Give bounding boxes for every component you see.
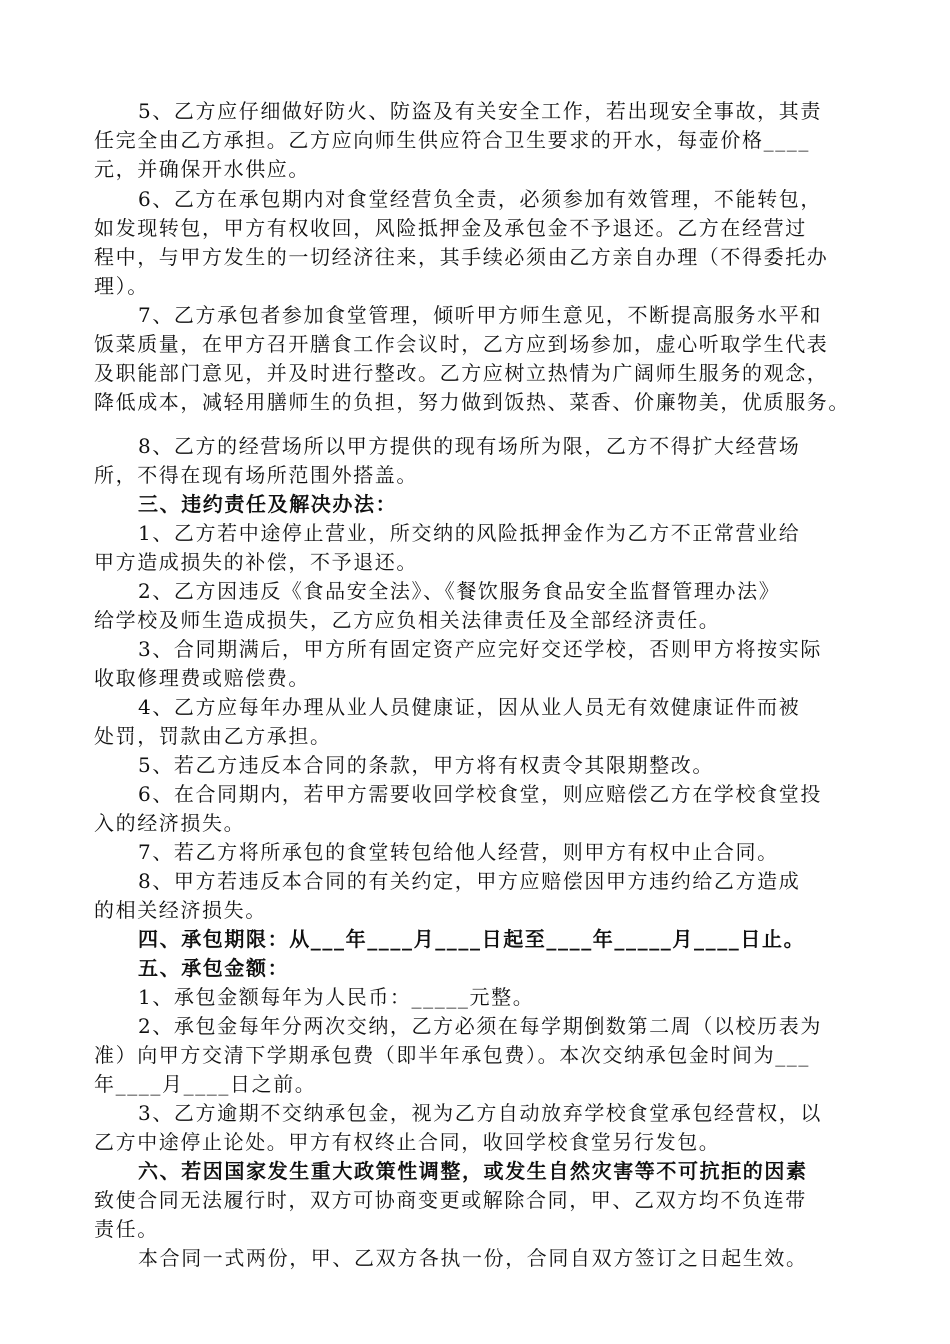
text-line: 3、合同期满后，甲方所有固定资产应完好交还学校，否则甲方将按实际: [138, 637, 822, 661]
text-line: 2、承包金每年分两次交纳，乙方必须在每学期倒数第二周（以校历表为: [138, 1014, 822, 1038]
text-line: 给学校及师生造成损失，乙方应负相关法律责任及全部经济责任。: [94, 608, 721, 632]
text-line: 甲方造成损失的补偿，不予退还。: [94, 550, 418, 574]
text-line: 责任。: [94, 1217, 159, 1241]
text-line: 程中，与甲方发生的一切经济往来，其手续必须由乙方亲自办理（不得委托办: [94, 245, 829, 269]
section-heading: 四、承包期限：从___年____月____日起至____年_____月____日止。: [138, 927, 806, 951]
text-line: 年____月____日之前。: [94, 1072, 317, 1096]
text-line: 处罚，罚款由乙方承担。: [94, 724, 332, 748]
text-line: 所，不得在现有场所范围外搭盖。: [94, 463, 418, 487]
text-line: 7、若乙方将所承包的食堂转包给他人经营，则甲方有权中止合同。: [138, 840, 779, 864]
text-line: 6、乙方在承包期内对食堂经营负全责，必须参加有效管理，不能转包，: [138, 187, 822, 211]
text-line: 理）。: [94, 274, 149, 298]
text-line: 7、乙方承包者参加食堂管理，倾听甲方师生意见，不断提高服务水平和: [138, 303, 822, 327]
text-line: 乙方中途停止论处。甲方有权终止合同，收回学校食堂另行发包。: [94, 1130, 721, 1154]
text-line: 降低成本，减轻用膳师生的负担，努力做到饭热、菜香、价廉物美，优质服务。: [94, 390, 850, 414]
text-line: 1、乙方若中途停止营业，所交纳的风险抵押金作为乙方不正常营业给: [138, 521, 801, 545]
text-line: 3、乙方逾期不交纳承包金，视为乙方自动放弃学校食堂承包经营权，以: [138, 1101, 822, 1125]
text-line: 饭菜质量，在甲方召开膳食工作会议时，乙方应到场参加，虚心听取学生代表: [94, 332, 829, 356]
text-line: 6、在合同期内，若甲方需要收回学校食堂，则应赔偿乙方在学校食堂投: [138, 782, 822, 806]
text-line: 5、若乙方违反本合同的条款，甲方将有权责令其限期整改。: [138, 753, 714, 777]
text-line: 的相关经济损失。: [94, 898, 267, 922]
text-line: 8、甲方若违反本合同的有关约定，甲方应赔偿因甲方违约给乙方造成: [138, 869, 801, 893]
text-line: 如发现转包，甲方有权收回，风险抵押金及承包金不予退还。乙方在经营过: [94, 216, 807, 240]
text-line: 任完全由乙方承担。乙方应向师生供应符合卫生要求的开水，每壶价格____: [94, 128, 810, 152]
text-line: 及职能部门意见，并及时进行整改。乙方应树立热情为广阔师生服务的观念，: [94, 361, 829, 385]
text-line: 收取修理费或赔偿费。: [94, 666, 310, 690]
text-line: 致使合同无法履行时，双方可协商变更或解除合同，甲、乙双方均不负连带: [94, 1188, 807, 1212]
text-line: 2、乙方因违反《食品安全法》、《餐饮服务食品安全监督管理办法》: [138, 579, 781, 603]
section-heading: 六、若因国家发生重大政策性调整，或发生自然灾害等不可抗拒的因素: [138, 1159, 808, 1183]
text-line: 元，并确保开水供应。: [94, 157, 310, 181]
section-heading: 五、承包金额：: [138, 956, 290, 980]
text-line: 4、乙方应每年办理从业人员健康证，因从业人员无有效健康证件而被: [138, 695, 801, 719]
text-line: 5、乙方应仔细做好防火、防盗及有关安全工作，若出现安全事故，其责: [138, 99, 822, 123]
text-line: 1、承包金额每年为人民币：_____元整。: [138, 985, 535, 1009]
section-heading: 三、违约责任及解决办法：: [138, 492, 398, 516]
text-line: 准）向甲方交清下学期承包费（即半年承包费）。本次交纳承包金时间为___: [94, 1043, 810, 1067]
text-line: 8、乙方的经营场所以甲方提供的现有场所为限，乙方不得扩大经营场: [138, 434, 801, 458]
text-line: 入的经济损失。: [94, 811, 246, 835]
text-line: 本合同一式两份，甲、乙双方各执一份，合同自双方签订之日起生效。: [138, 1246, 808, 1270]
